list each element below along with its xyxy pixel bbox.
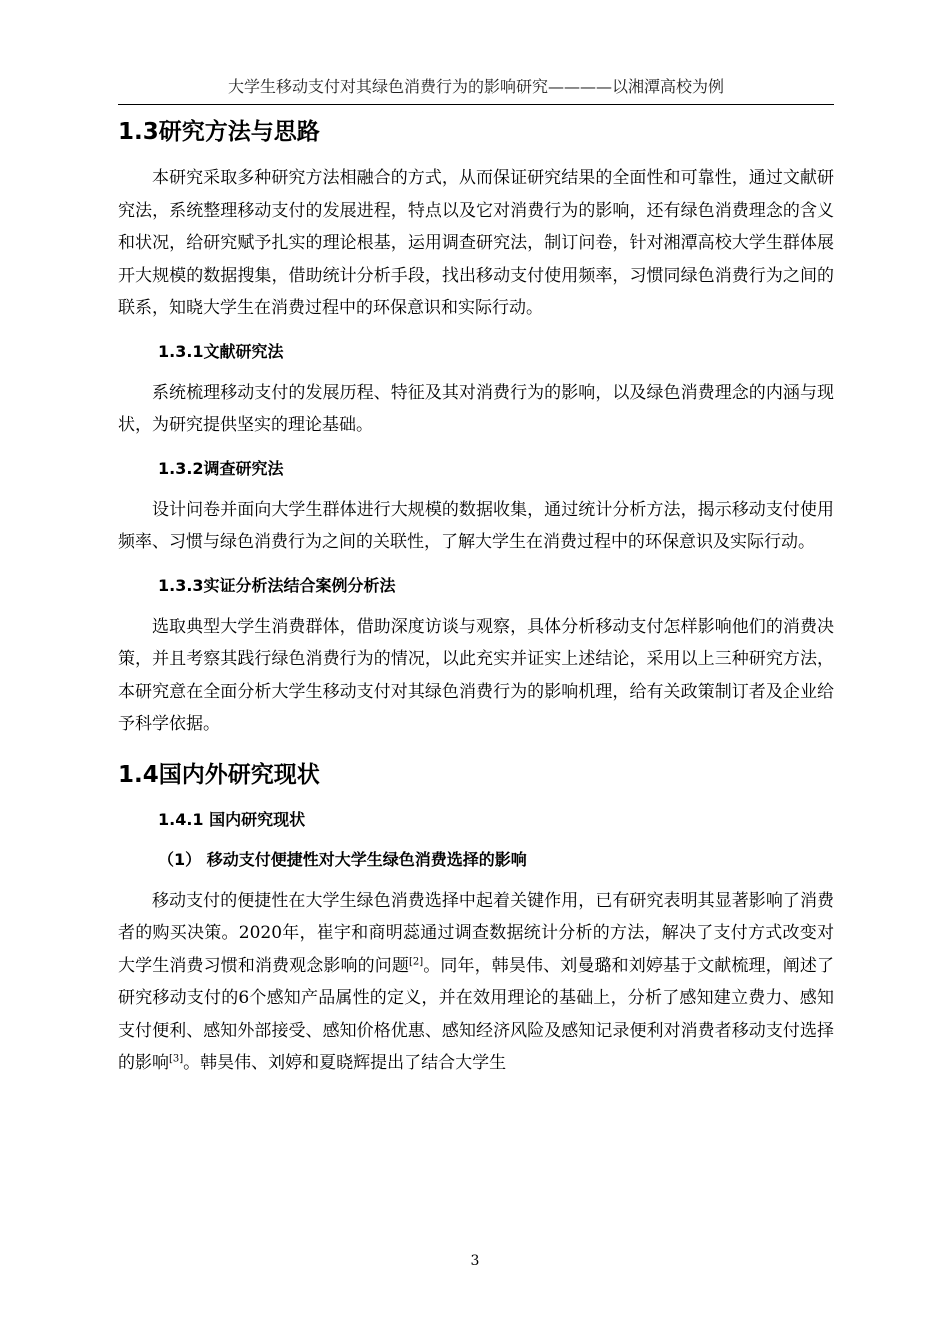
subsection-1-3-1-paragraph: 系统梳理移动支付的发展历程、特征及其对消费行为的影响，以及绿色消费理念的内涵与现状，为研究提供坚实的理论基础。 [118,382,834,435]
running-header: 大学生移动支付对其绿色消费行为的影响研究————以湘潭高校为例 [227,77,724,96]
subsection-1-3-2-paragraph: 设计问卷并面向大学生群体进行大规模的数据收集，通过统计分析方法，揭示移动支付使用频率、习惯与绿色消费行为之间的关联性，了解大学生在消费过程中的环保意识及实际行动。 [118,499,834,552]
subsection-1-3-3-paragraph: 选取典型大学生消费群体，借助深度访谈与观察，具体分析移动支付怎样影响他们的消费决策，并且考察其践行绿色消费行为的情况，以此充实并证实上述结论，采用以上三种研究方法，本研究意在全面分析大学生移动支付对其绿色消费行为的影响机理，给有关政策制订者及企业给予科学依据。 [118,616,834,734]
header-rule [118,104,834,105]
subsection-heading-1-3-2: 1.3.2调查研究法 [158,458,284,478]
section-heading-1-4: 1.4国内外研究现状 [118,761,320,788]
subsection-1-4-1-paragraph [118,885,834,1080]
citation-ref-3: [3] [169,1053,184,1065]
paragraph-text-part-2: 。同年，韩昊伟、刘曼璐和刘婷基于文献梳理，阐述了研究移动支付的6个感知产品属性的定义，并在效用理论的基础上，分析了感知建立费力、感知支付便利、感知外部接受、感知价格优惠、感知经济风险及感知记录便利对消费者移动支付选择的影响 [118,955,835,1073]
paragraph-text-part-3: 。韩昊伟、刘婷和夏晓辉提出了结合大学生 [183,1053,507,1073]
page-number: 3 [470,1253,480,1269]
subsection-heading-1-3-3: 1.3.3实证分析法结合案例分析法 [158,575,396,595]
paragraph-text-part-1: 移动支付的便捷性在大学生绿色消费选择中起着关键作用，已有研究表明其显著影响了消费者的购买决策。2020年，崔宇和商明蕊通过调查数据统计分析的方法，解决了支付方式改变对大学生消费习惯和消费观念影响的问题 [118,890,834,976]
subsection-heading-1-4-1: 1.4.1 国内研究现状 [158,809,306,829]
item-heading-1: （1） 移动支付便捷性对大学生绿色消费选择的影响 [158,849,527,869]
citation-ref-2: [2] [409,955,424,967]
subsection-heading-1-3-1: 1.3.1文献研究法 [158,341,284,361]
section-1-3-paragraph: 本研究采取多种研究方法相融合的方式，从而保证研究结果的全面性和可靠性，通过文献研究法，系统整理移动支付的发展进程，特点以及它对消费行为的影响，还有绿色消费理念的含义和状况，给研究赋予扎实的理论根基，运用调查研究法，制订问卷，针对湘潭高校大学生群体展开大规模的数据搜集，借助统计分析手段，找出移动支付使用频率，习惯同绿色消费行为之间的联系，知晓大学生在消费过程中的环保意识和实际行动。 [118,168,834,318]
section-heading-1-3: 1.3研究方法与思路 [118,119,320,145]
page-content [118,112,834,1080]
